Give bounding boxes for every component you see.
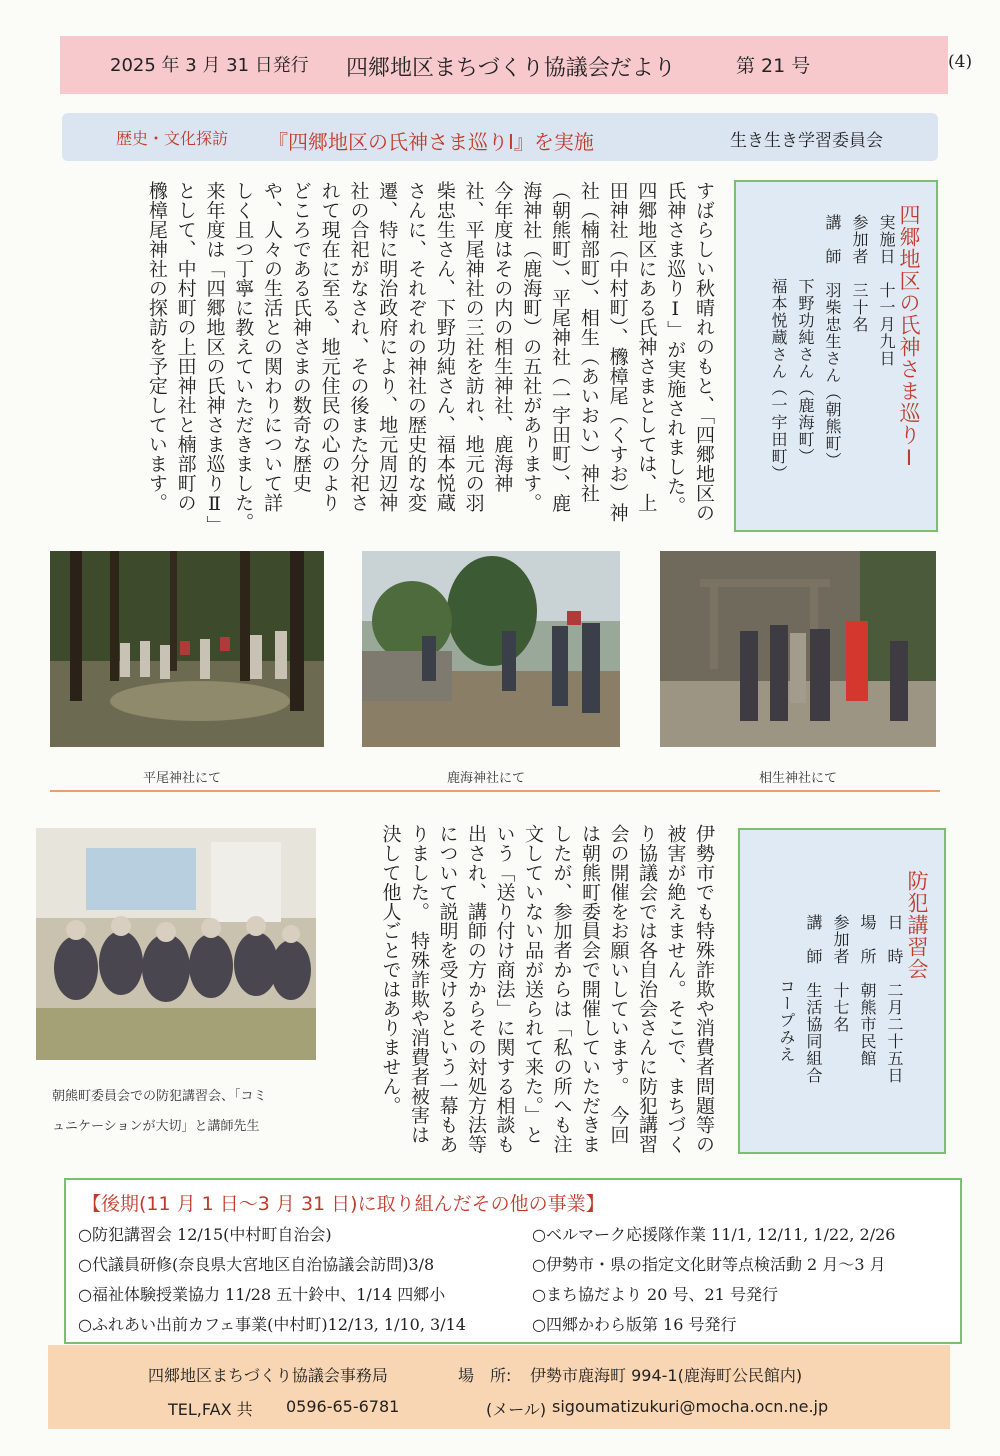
tel-number: 0596-65-6781 xyxy=(286,1397,400,1416)
mail-address: sigoumatizukuri@mocha.ocn.ne.jp xyxy=(552,1397,829,1416)
info-line-participants-2: 参加者 十七名 xyxy=(831,914,850,1033)
article-body: すばらしい秋晴れのもと、「四郷地区の氏神さま巡りⅠ」が実施されました。四郷地区にある氏神さまとしては、上田神社（中村町）、櫲樟尾（くすお）神社（楠部町）、相生（あいおい）神社（朝熊町）、平尾神社（一宇田町）、鹿海神社（鹿海町）の五社があります。 今年度はその内の相生神社、鹿海神社、平尾神社の三社を訪れ、地元の羽柴忠生さん、下野功純さん、福本悦蔵さんに、それぞれの神社の歴史的な変遷、特に明治政府により、地元周辺神社の合祀がなされ、その後また分祀されて現在に至る、地元住民の心のよりどころである氏神さまの数奇な歴史や、人々の生活との関わりについて詳しく且つ丁寧に教えていただきました。 来年度は「四郷地区の氏神さま巡りⅡ」として、中村町の上田神社と楠部町の櫲樟尾神社の探訪を予定しています。 xyxy=(145,181,715,542)
info-line-lecturer-2: 下野功純さん（鹿海町） xyxy=(796,278,815,465)
event-item: ○代議員研修(奈良県大宮地区自治協議会訪問)3/8 xyxy=(78,1255,435,1274)
mail-label: (メール) xyxy=(486,1400,547,1419)
article-headline: 『四郷地区の氏神さま巡りⅠ』を実施 xyxy=(268,130,594,154)
other-events-box xyxy=(64,1178,962,1344)
info-box-title: 四郷地区の氏神さま巡りⅠ xyxy=(897,204,921,471)
event-item: ○福祉体験授業協力 11/28 五十鈴中、1/14 四郷小 xyxy=(78,1285,446,1304)
caption-aioi: 相生神社にて xyxy=(759,771,838,786)
other-events-title: 【後期(11 月 1 日～3 月 31 日)に取り組んだその他の事業】 xyxy=(82,1193,605,1215)
info-line-participants: 参加者 三十名 xyxy=(850,214,869,333)
place-address: 伊勢市鹿海町 994-1(鹿海町公民館内) xyxy=(530,1366,803,1385)
info-lines-2 xyxy=(778,902,902,1152)
photo-crime-prevention-seminar xyxy=(36,828,316,1060)
issue-number: 第 21 号 xyxy=(736,55,811,77)
info-box-title-2: 防犯講習会 xyxy=(905,870,929,980)
place-label: 場 所: xyxy=(458,1366,512,1385)
event-info-box xyxy=(734,180,938,532)
info-line-date: 実施日 十一月九日 xyxy=(877,214,896,367)
article2-body: 伊勢市でも特殊詐欺や消費者問題等の被害が絶えません。そこで、まちづくり協議会では各自治会さんに防犯講習会の開催をお願いしています。 今回は朝熊町委員会で開催していただきましたが、参加者からは「私の所へも注文していない品が送られて来た。」という「送り付け商法」に関する相談も出され、講師の方からその対処方法等について説明を受けるという一幕もありました。 特殊詐欺や消費者被害は決して他人ごとではありません。 xyxy=(379,824,715,1154)
office-name: 四郷地区まちづくり協議会事務局 xyxy=(148,1366,388,1385)
info-line-datetime: 日 時 二月二十五日 xyxy=(885,914,904,1084)
article-category: 歴史・文化探訪 xyxy=(116,129,229,148)
event-item: ○ベルマーク応援隊作業 11/1, 12/11, 1/22, 2/26 xyxy=(532,1225,896,1244)
caption-kaiwa: 鹿海神社にて xyxy=(447,771,526,786)
event-item: ○まち協だより 20 号、21 号発行 xyxy=(532,1285,778,1304)
tel-label: TEL,FAX 共 xyxy=(168,1400,253,1419)
committee-name: 生き生き学習委員会 xyxy=(730,131,883,151)
section-divider xyxy=(50,790,940,792)
event-item: ○伊勢市・県の指定文化財等点検活動 2 月～3 月 xyxy=(532,1255,886,1274)
masthead xyxy=(60,36,948,94)
info-line-lecturer-3: 福本悦蔵さん（一宇田町） xyxy=(769,278,788,482)
issue-date: 2025 年 3 月 31 日発行 xyxy=(110,55,309,76)
caption-seminar-2: ュニケーションが大切」と講師先生 xyxy=(52,1119,260,1134)
newsletter-title: 四郷地区まちづくり協議会だより xyxy=(346,56,676,81)
event-item: ○四郷かわら版第 16 号発行 xyxy=(532,1315,737,1334)
photo-kaiwa-shrine xyxy=(362,551,620,747)
info-line-lecturer: 講 師 羽柴忠生さん（朝熊町） xyxy=(823,214,842,469)
info-line-place: 場 所 朝熊市民館 xyxy=(858,914,877,1067)
page-number: (4) xyxy=(948,52,973,72)
info-lines xyxy=(759,204,894,530)
footer xyxy=(48,1345,950,1429)
event-item: ○防犯講習会 12/15(中村町自治会) xyxy=(78,1225,332,1244)
crime-prevention-info-box xyxy=(738,828,946,1154)
article-banner xyxy=(62,113,938,161)
photo-aioi-shrine xyxy=(660,551,936,747)
info-line-lecturer-5: コープみえ xyxy=(777,978,796,1063)
caption-seminar-1: 朝熊町委員会での防犯講習会、「コミ xyxy=(52,1089,267,1104)
photo-hirao-shrine xyxy=(50,551,324,747)
info-line-lecturer-4: 講 師 生活協同組合 xyxy=(804,914,823,1084)
event-item: ○ふれあい出前カフェ事業(中村町)12/13, 1/10, 3/14 xyxy=(78,1315,466,1334)
caption-hirao: 平尾神社にて xyxy=(143,771,222,786)
